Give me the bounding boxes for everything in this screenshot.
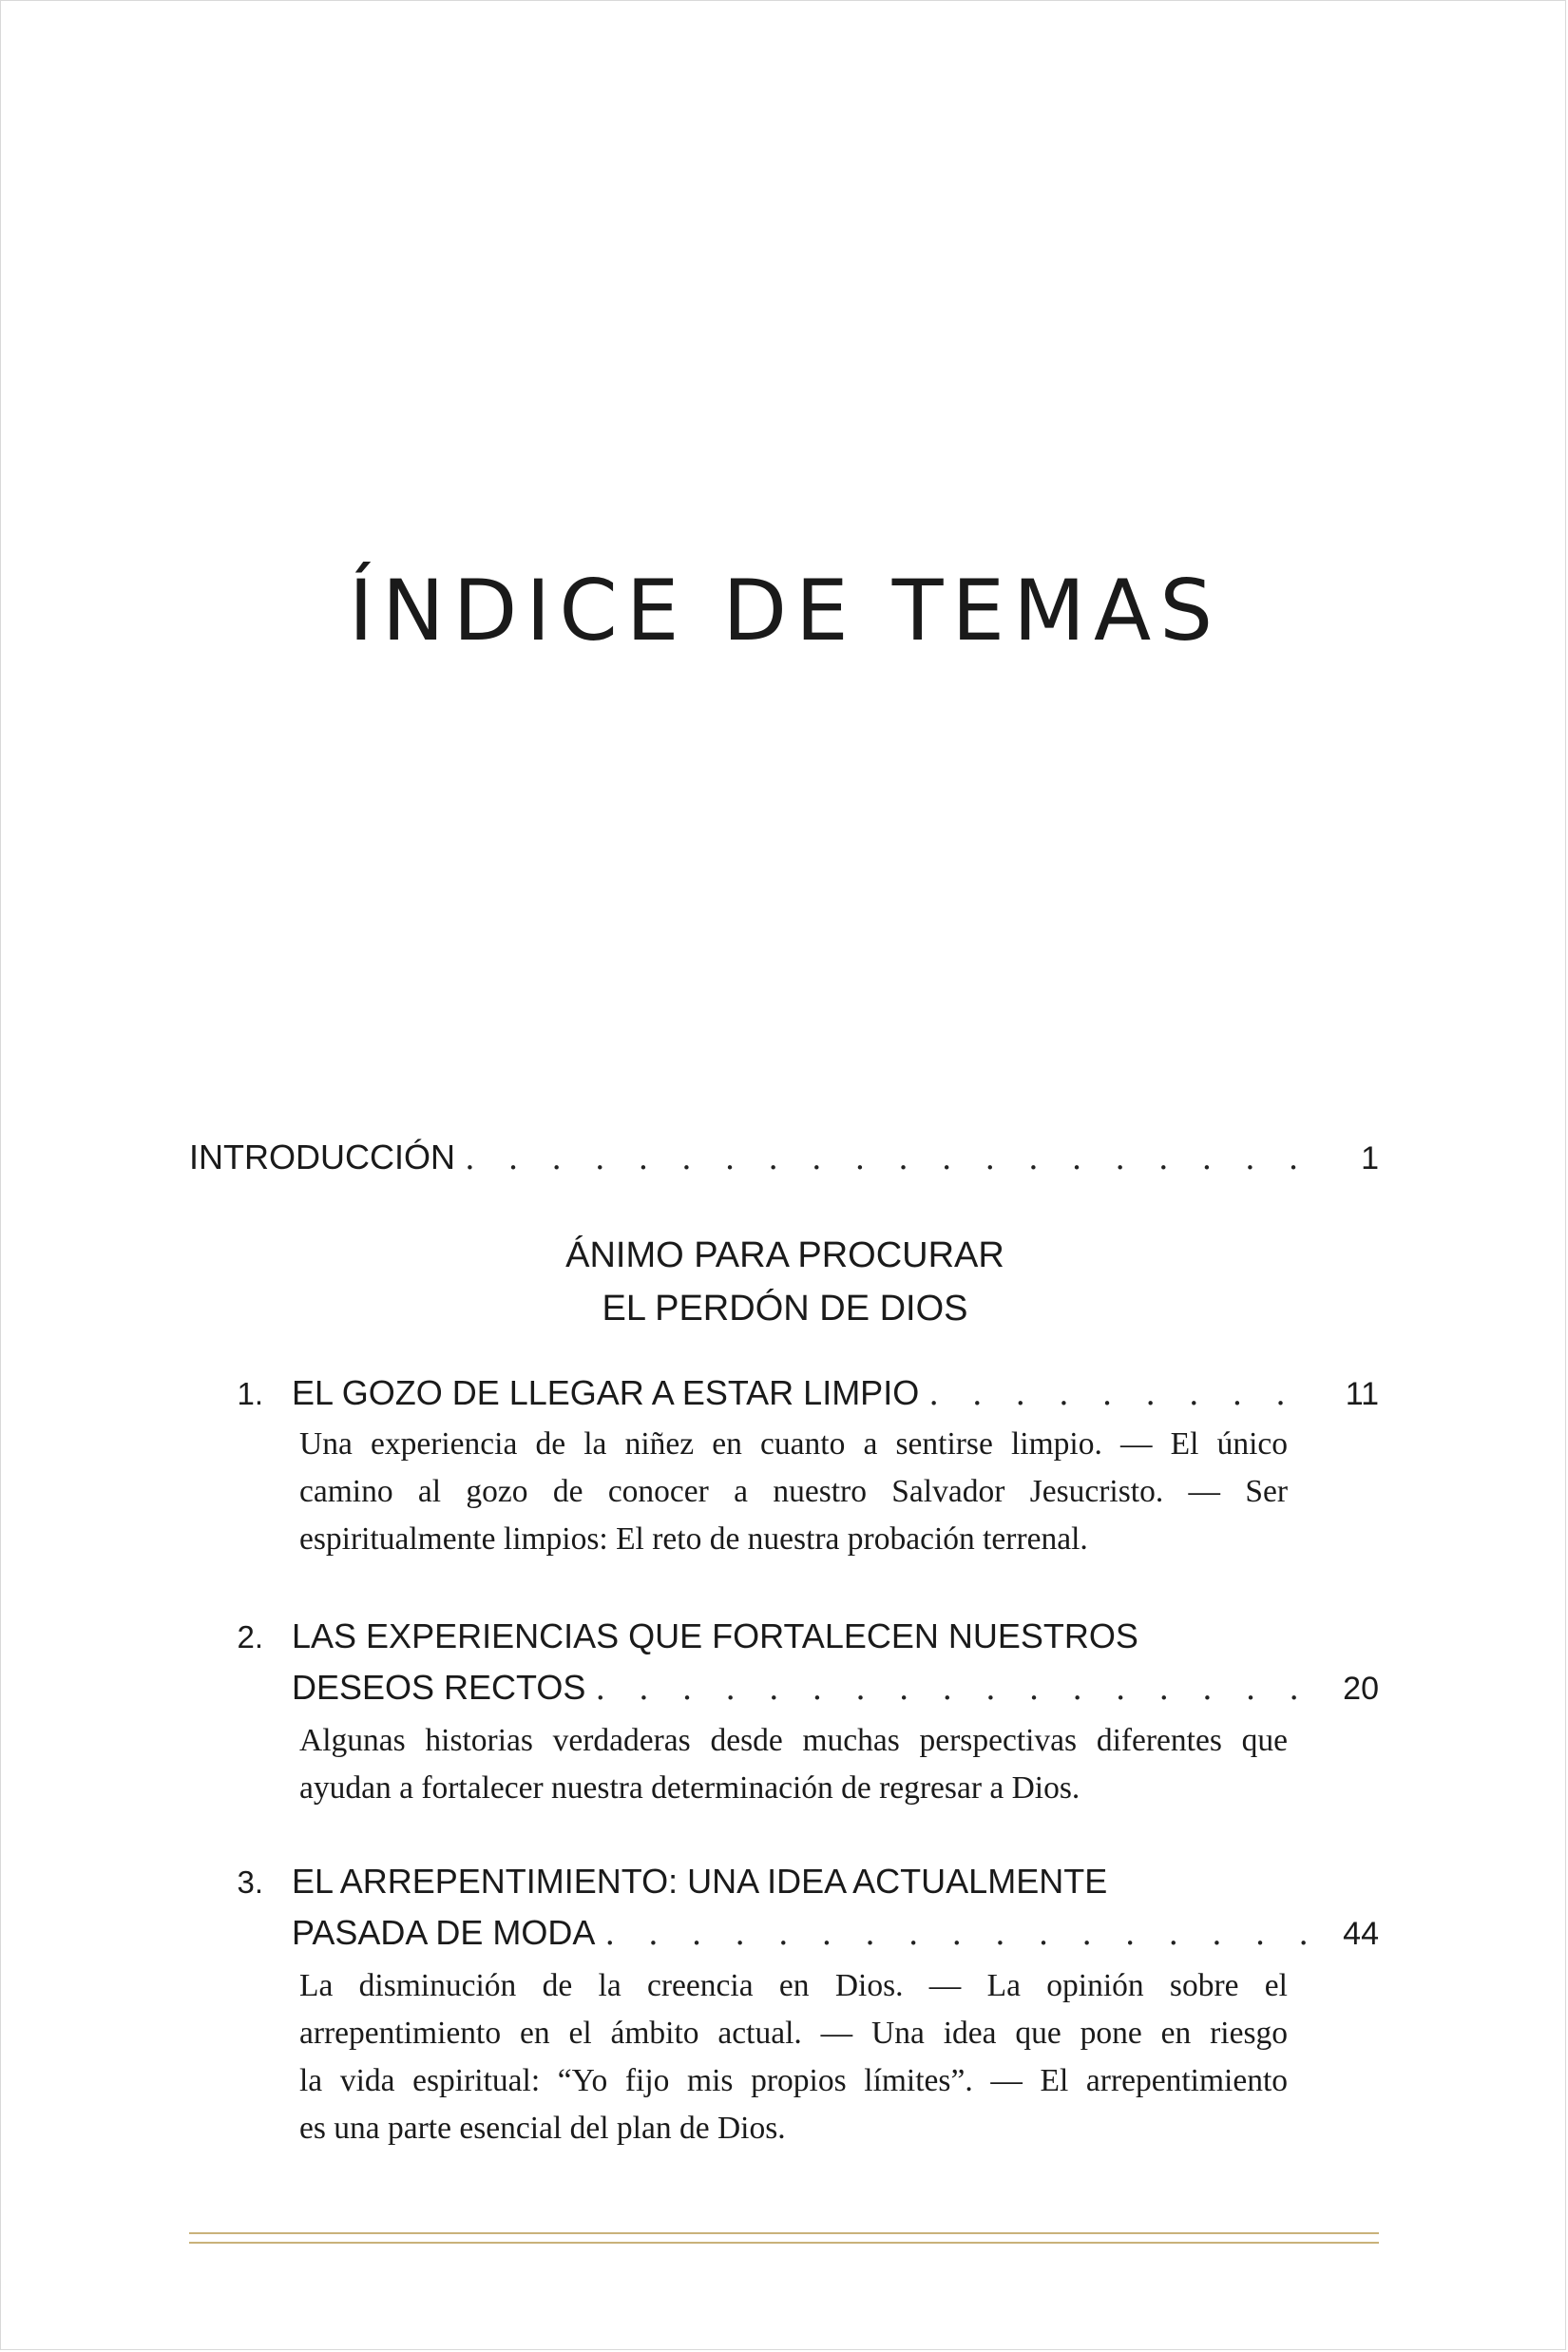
toc-entry-title: LAS EXPERIENCIAS QUE FORTALECEN NUESTROS (292, 1616, 1138, 1655)
toc-entry-1[interactable] (189, 1373, 1379, 1421)
page-title: ÍNDICE DE TEMAS (348, 562, 1222, 660)
toc-entry-number: 2. (237, 1619, 263, 1654)
toc-entry-title: EL GOZO DE LLEGAR A ESTAR LIMPIO (292, 1373, 920, 1412)
description-line: Algunas historias verdaderas desde muchas perspectivas diferentes que (299, 1723, 1288, 1758)
description-line: arrepentimiento en el ámbito actual. — Una idea que pone en riesgo (299, 2016, 1288, 2051)
leader-dots (928, 1375, 1309, 1413)
toc-intro-label: INTRODUCCIÓN (189, 1138, 455, 1176)
toc-entry-number: 3. (237, 1864, 263, 1900)
leader-dots (595, 1670, 1309, 1708)
toc-entry-title-cont: PASADA DE MODA (292, 1913, 596, 1952)
toc-entry-number: 1. (237, 1376, 263, 1411)
footer-rule-bottom (189, 2242, 1379, 2244)
footer-rule-top (189, 2232, 1379, 2234)
toc-entry-page: 20 (1343, 1671, 1379, 1707)
leader-dots (604, 1915, 1309, 1953)
toc-entry-title: EL ARREPENTIMIENTO: UNA IDEA ACTUALMENTE (292, 1862, 1108, 1901)
toc-entry-3-line1[interactable] (189, 1862, 1379, 1909)
toc-entry-3-description (299, 1962, 1288, 2152)
toc-intro-page: 1 (1361, 1140, 1379, 1176)
section-heading-line2: EL PERDÓN DE DIOS (602, 1289, 968, 1329)
leader-dots (465, 1139, 1309, 1177)
toc-entry-2-line2[interactable] (263, 1668, 1379, 1715)
description-line: Una experiencia de la niñez en cuanto a sentirse limpio. — El único (299, 1426, 1288, 1462)
section-heading-line1: ÁNIMO PARA PROCURAR (565, 1235, 1004, 1275)
description-line: La disminución de la creencia en Dios. — La opinión sobre el (299, 1968, 1288, 2003)
toc-intro-row[interactable] (189, 1138, 1379, 1185)
toc-entry-2-line1[interactable] (189, 1616, 1379, 1664)
description-line: es una parte esencial del plan de Dios. (299, 2111, 786, 2146)
toc-entry-page: 44 (1343, 1916, 1379, 1952)
toc-entry-page: 11 (1345, 1376, 1379, 1412)
toc-entry-1-description (299, 1421, 1288, 1563)
description-line: ayudan a fortalecer nuestra determinación de regresar a Dios. (299, 1770, 1080, 1806)
section-heading (1, 1229, 1568, 1335)
description-line: la vida espiritual: “Yo fijo mis propios límites”. — El arrepentimiento (299, 2063, 1288, 2098)
description-line: espiritualmente limpios: El reto de nuestra probación terrenal. (299, 1521, 1088, 1557)
toc-entry-3-line2[interactable] (263, 1913, 1379, 1960)
toc-entry-title-cont: DESEOS RECTOS (292, 1668, 586, 1707)
toc-entry-2-description (299, 1717, 1288, 1812)
description-line: camino al gozo de conocer a nuestro Salvador Jesucristo. — Ser (299, 1474, 1288, 1509)
